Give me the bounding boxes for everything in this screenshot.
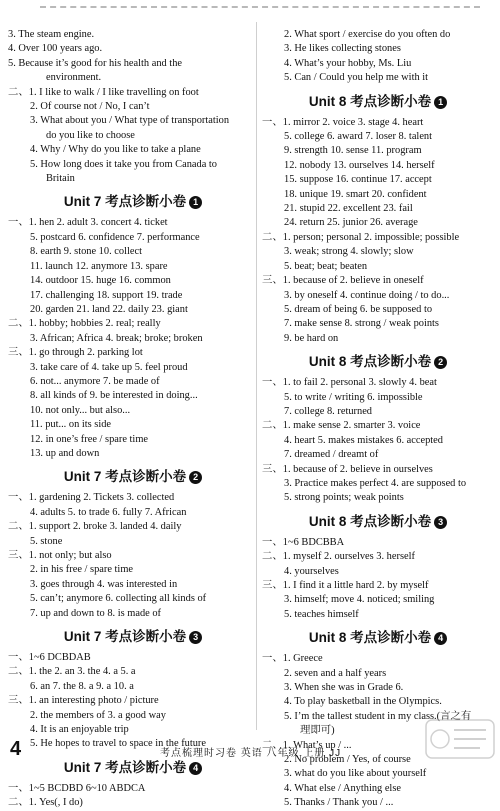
section-heading-text: Unit 8 考点诊断小卷 [308,93,432,109]
section-heading-text: Unit 7 考点诊断小卷 [63,629,187,645]
answer-line: 二、1. myself 2. ourselves 3. herself [262,551,415,563]
section-heading [8,191,258,213]
right-answer-column [262,28,494,811]
answer-line: 5. beat; beat; beaten [284,260,368,272]
watermark-stamp-icon [424,716,496,762]
answer-line: 2. No problem / Yes, of course [284,754,411,766]
answer-line: 4. adults 5. to trade 6. fully 7. African [30,506,187,518]
answer-line: 3. Practice makes perfect 4. are supposed to [284,477,467,489]
answer-line: 4. What else / Anything else [284,782,401,794]
answer-line: 5. teaches himself [284,608,359,620]
answer-line: 5. Can / Could you help me with it [284,72,429,84]
answer-line: 11. put... on its side [30,419,112,431]
answer-line: 3. When she was in Grade 6. [284,682,404,694]
answer-line: 三、1. not only; but also [8,550,112,561]
top-decoration [0,0,500,14]
answer-line: 17. challenging 18. support 19. trade [30,289,183,301]
circled-number-icon: 2 [434,356,447,369]
circled-number-icon: 2 [189,471,202,484]
answer-line: 12. nobody 13. ourselves 14. herself [284,159,435,171]
answer-line: 8. all kinds of 9. be interested in doing... [30,390,198,402]
answer-line: 三、1. because of 2. believe in ourselves [262,463,433,475]
answer-line: 3. goes through 4. was interested in [30,578,178,590]
circled-number-icon: 3 [434,516,447,529]
answer-line: 一、1~5 BCDBD 6~10 ABDCA [8,782,146,794]
answer-line: 3. take care of 4. take up 5. feel proud [30,361,188,373]
answer-line: 8. earth 9. stone 10. collect [30,246,142,258]
answer-line: 3. He likes collecting stones [284,43,401,55]
answer-line: 3. The steam engine. [8,29,95,40]
answer-line: 2. in his free / spare time [30,564,134,576]
answer-line: 一、1. hen 2. adult 3. concert 4. ticket [8,217,168,229]
answer-line: 理即可) [300,725,335,737]
section-heading-text: Unit 8 考点诊断小卷 [308,354,432,370]
answer-line: 5. stone [30,535,63,547]
section-heading [262,351,494,373]
column-divider [256,22,257,730]
answer-line: 4. To play basketball in the Olympics. [284,696,442,708]
answer-line: 二、1. the 2. an 3. the 4. a 5. a [8,666,136,678]
answer-line: 4. What’s your hobby, Ms. Liu [284,57,412,69]
answer-line: 一、1. to fail 2. personal 3. slowly 4. beat [262,377,437,389]
page-number: 4 [10,738,22,760]
answer-line: 6. not... anymore 7. be made of [30,375,160,387]
answer-line: 3. weak; strong 4. slowly; slow [284,246,414,258]
section-heading-text: Unit 8 考点诊断小卷 [308,513,432,529]
section-heading-text: Unit 7 考点诊断小卷 [63,759,187,775]
answer-line: 二、1. make sense 2. smarter 3. voice [262,420,421,432]
answer-line: 5. dream of being 6. be supposed to [284,303,433,315]
answer-line: 7. college 8. returned [284,405,372,417]
left-answer-column [8,28,258,811]
answer-line: 三、1. an interesting photo / picture [8,695,159,707]
answer-line: 一、1. gardening 2. Tickets 3. collected [8,492,175,504]
section-heading-text: Unit 8 考点诊断小卷 [308,630,432,646]
answer-line: 9. be hard on [284,332,339,344]
answer-line: environment. [46,72,102,84]
answer-line: 15. suppose 16. continue 17. accept [284,174,432,186]
answer-line: 4. It is an enjoyable trip [30,724,129,736]
answer-line: 18. unique 19. smart 20. confident [284,188,427,200]
answer-line: 12. in one’s free / spare time [30,433,149,445]
circled-number-icon: 3 [189,631,202,644]
answer-line: 21. stupid 22. excellent 23. fail [284,203,413,215]
answer-line: 二、1. What’s up / ... [262,739,352,751]
answer-line: 7. dreamed / dreamt of [284,449,379,461]
answer-line: 2. Of course not / No, I can’t [30,101,150,113]
section-heading [262,511,494,533]
answer-line: 4. Over 100 years ago. [8,43,103,55]
answer-line: 9. strength 10. sense 11. program [284,145,422,157]
section-heading-text: Unit 7 考点诊断小卷 [63,469,187,485]
answer-line: 5. postcard 6. confidence 7. performance [30,231,200,243]
answer-line: 5. He hopes to travel to space in the future [30,738,207,750]
answer-line: 2. the members of 3. a good way [30,709,166,721]
answer-line: 5. college 6. award 7. loser 8. talent [284,131,433,143]
book-title: 考点梳理时习卷 英语 八年级 上册 JJ [160,748,342,759]
answer-line: 5. I’m the tallest student in my class.(言之有 [284,710,472,722]
section-heading-text: Unit 7 考点诊断小卷 [63,194,187,210]
section-heading [262,627,494,649]
answer-line: 5. strong points; weak points [284,492,404,504]
answer-line: 13. up and down [30,447,100,459]
answer-line: 5. Thanks / Thank you / ... [284,797,394,809]
circled-number-icon: 4 [434,632,447,645]
answer-line: 7. make sense 8. strong / weak points [284,318,439,330]
answer-line: 7. up and down to 8. is made of [30,607,162,619]
answer-line: 4. heart 5. makes mistakes 6. accepted [284,434,443,446]
answer-line: 10. not only... but also... [30,404,131,416]
answer-line: 一、1~6 BDCBBA [262,536,345,548]
answer-line: Britain [46,173,75,185]
answer-line: 4. Why / Why do you like to take a plane [30,144,201,156]
answer-line: 二、1. hobby; hobbies 2. real; really [8,318,161,330]
answer-line: 20. garden 21. land 22. daily 23. giant [30,303,188,315]
answer-line: 一、1. Greece [262,653,323,665]
answer-line: 三、1. I find it a little hard 2. by myself [262,580,429,591]
answer-line: 5. to write / writing 6. impossible [284,391,423,403]
answer-line: 3. by oneself 4. continue doing / to do... [284,289,450,301]
answer-line: 三、1. because of 2. believe in oneself [262,275,424,287]
answer-line: 二、1. I like to walk / I like travelling on foot [8,86,199,98]
answer-line: 一、1. mirror 2. voice 3. stage 4. heart [262,116,424,128]
answer-line: 5. can’t; anymore 6. collecting all kinds of [30,593,207,605]
section-heading [262,91,494,113]
answer-line: do you like to choose [46,129,135,141]
answer-line: 11. launch 12. anymore 13. spare [30,260,168,272]
answer-line: 14. outdoor 15. huge 16. common [30,275,171,287]
circled-number-icon: 4 [189,762,202,775]
answer-line: 3. what do you like about yourself [284,768,427,780]
section-heading [8,626,258,648]
answer-line: 3. African; Africa 4. break; broke; broken [30,332,203,344]
answer-line: 3. himself; move 4. noticed; smiling [284,594,435,606]
answer-line: 二、1. Yes(, I do) [8,797,83,809]
answer-line: 3. What about you / What type of transportation [30,115,230,127]
answer-line: 2. seven and a half years [284,667,387,679]
answer-line: 24. return 25. junior 26. average [284,217,418,229]
answer-line: 2. What sport / exercise do you often do [284,29,451,40]
answer-line: 6. an 7. the 8. a 9. a 10. a [30,680,134,692]
answer-line: 二、1. person; personal 2. impossible; possible [262,231,460,243]
circled-number-icon: 1 [434,96,447,109]
answer-line: 三、1. go through 2. parking lot [8,347,143,359]
circled-number-icon: 1 [189,196,202,209]
answer-line: 一、1~6 DCBDAB [8,652,91,664]
answer-line: 5. How long does it take you from Canada to [30,158,217,170]
answer-line: 5. Because it’s good for his health and the [8,57,183,69]
answer-line: 二、1. support 2. broke 3. landed 4. daily [8,521,182,533]
section-heading [8,466,258,488]
answer-line: 4. yourselves [284,565,339,577]
